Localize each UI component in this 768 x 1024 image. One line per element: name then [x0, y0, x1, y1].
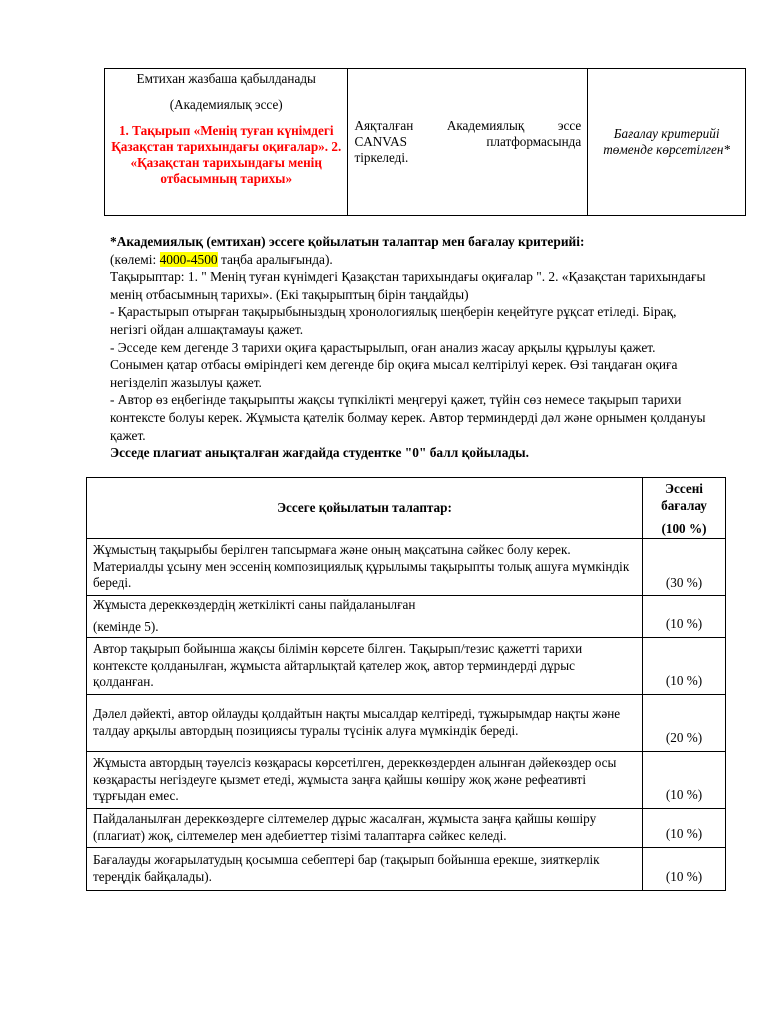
criteria-header-grade — [643, 478, 726, 539]
criterion-value: (10 %) — [643, 751, 726, 808]
volume-line — [110, 251, 710, 269]
submission-word: эссе — [557, 118, 582, 133]
criteria-table — [86, 477, 726, 891]
criterion-text-line: (кемінде 5). — [93, 619, 159, 635]
criterion-text: Жұмыста автордың тәуелсіз көзқарасы көрсетілген, дереккөздерден алынған дәйекөздер осы көзқарасты негіздеуге қызмет етеді, жұмыста заңға қайшы көшіру жоқ және рефеативті тұрғыдан емес. — [87, 751, 643, 808]
volume-prefix: (көлемі: — [110, 251, 160, 267]
table-row — [87, 694, 726, 751]
exam-format-text: Емтихан жазбаша қабылданады — [136, 71, 316, 86]
table-row — [87, 539, 726, 596]
requirement-paragraph: - Эсседе кем дегенде 3 тарихи оқиға қарастырылып, оған анализ жасау арқылы құрылуы қажет. Сонымен қатар отбасы өміріндегі кем дегенде бір оқиға мысал келтірілуі керек. Өзі таңдаған оқиға негізделіп жазылуы қажет. — [110, 339, 678, 390]
essay-type-text: (Академиялық эссе) — [169, 97, 283, 112]
criterion-value: (10 %) — [643, 847, 726, 890]
criterion-text: Автор тақырып бойынша жақсы білімін көрсете білген. Тақырып/тезис қажетті тарихи контексте қолданылған, жұмыста айтарлықтай қателер жоқ, автор терминдерді дұрыс қолданған. — [87, 637, 643, 694]
grade-header-total: (100 %) — [661, 520, 707, 536]
requirements-section — [110, 233, 710, 462]
essay-topics-text: 1. Тақырып «Менің туған күнімдегі Қазақстан тарихындағы оқиғалар». 2. «Қазақстан тарихындағы менің отбасымның тарихы» — [111, 123, 342, 186]
table-row — [87, 751, 726, 808]
submission-word: платформасында — [486, 134, 582, 149]
exam-format-cell — [105, 69, 348, 216]
submission-word: Академиялық — [446, 118, 525, 133]
criterion-value: (10 %) — [643, 596, 726, 638]
plagiarism-warning: Эсседе плагиат анықталған жағдайда студентке "0" балл қойылады. — [110, 445, 529, 461]
criterion-value: (20 %) — [643, 694, 726, 751]
criterion-text-line: Жұмыста дереккөздердің жеткілікті саны пайдаланылған — [93, 597, 416, 612]
table-row — [87, 637, 726, 694]
criterion-text: Пайдаланылған дереккөздерге сілтемелер дұрыс жасалған, жұмыста заңға қайшы көшіру (плагиат) жоқ, сілтемелер мен әдебиеттер тізімі талаптарға сәйкес келеді. — [87, 808, 643, 847]
requirement-paragraph: - Автор өз еңбегінде тақырыпты жақсы түпкілікті меңгеруі қажет, түйін сөз немесе тақырып тарихи контексте болуы керек. Жұмыста қателік болмау керек. Автор терминдерді дәл және орнымен қолдануы қажет. — [110, 392, 706, 443]
submission-word: CANVAS — [354, 134, 407, 149]
submission-word: Аяқталған — [354, 118, 414, 133]
criterion-value: (30 %) — [643, 539, 726, 596]
grade-header-line: бағалау — [661, 497, 707, 513]
table-row — [87, 596, 726, 638]
criterion-text: Жұмыстың тақырыбы берілген тапсырмаға және оның мақсатына сәйкес болу керек. Материалды ұсыну мен эссенің композициялық құрылымы тақырыпты толық ашуға мүмкіндік береді. — [87, 539, 643, 596]
criterion-value: (10 %) — [643, 808, 726, 847]
requirement-paragraph: - Қарастырып отырған тақырыбыныздың хронологиялық шеңберін кеңейтуге рұқсат етіледі. Бірақ, негізгі ойдан алшақтамауы қажет. — [110, 304, 677, 337]
grade-header-line: Эссені — [665, 480, 703, 496]
topics-paragraph: Тақырыптар: 1. " Менің туған күнімдегі Қазақстан тарихындағы оқиғалар ". 2. «Қазақстан тарихындағы менің отбасымның тарихы». (Екі тақырыптың бірін таңдайды) — [110, 269, 706, 302]
volume-value-highlight: 4000-4500 — [159, 251, 218, 267]
requirements-heading: *Академиялық (емтихан) эссеге қойылатын талаптар мен бағалау критерийі: — [110, 234, 585, 249]
criterion-value: (10 %) — [643, 637, 726, 694]
table-row — [87, 808, 726, 847]
criteria-header-row — [87, 478, 726, 539]
submission-word: тіркеледі. — [354, 150, 409, 165]
volume-suffix: таңба аралығында). — [217, 251, 333, 267]
criterion-text: Дәлел дәйекті, автор ойлауды қолдайтын нақты мысалдар келтіреді, тұжырымдар нақты және талдау арқылы автордың позициясы туралы түсінік алуға мүмкіндік береді. — [87, 694, 643, 751]
criterion-text: Бағалауды жоғарылатудың қосымша себептері бар (тақырып бойынша ерекше, зияткерлік тереңдік байқалады). — [87, 847, 643, 890]
submission-cell — [348, 69, 588, 216]
criteria-header-requirements: Эссеге қойылатын талаптар: — [87, 478, 643, 539]
table-row — [87, 847, 726, 890]
exam-info-table — [104, 68, 746, 216]
criteria-note-cell: Бағалау критерийі төменде көрсетілген* — [588, 69, 746, 216]
criterion-text — [87, 596, 643, 638]
